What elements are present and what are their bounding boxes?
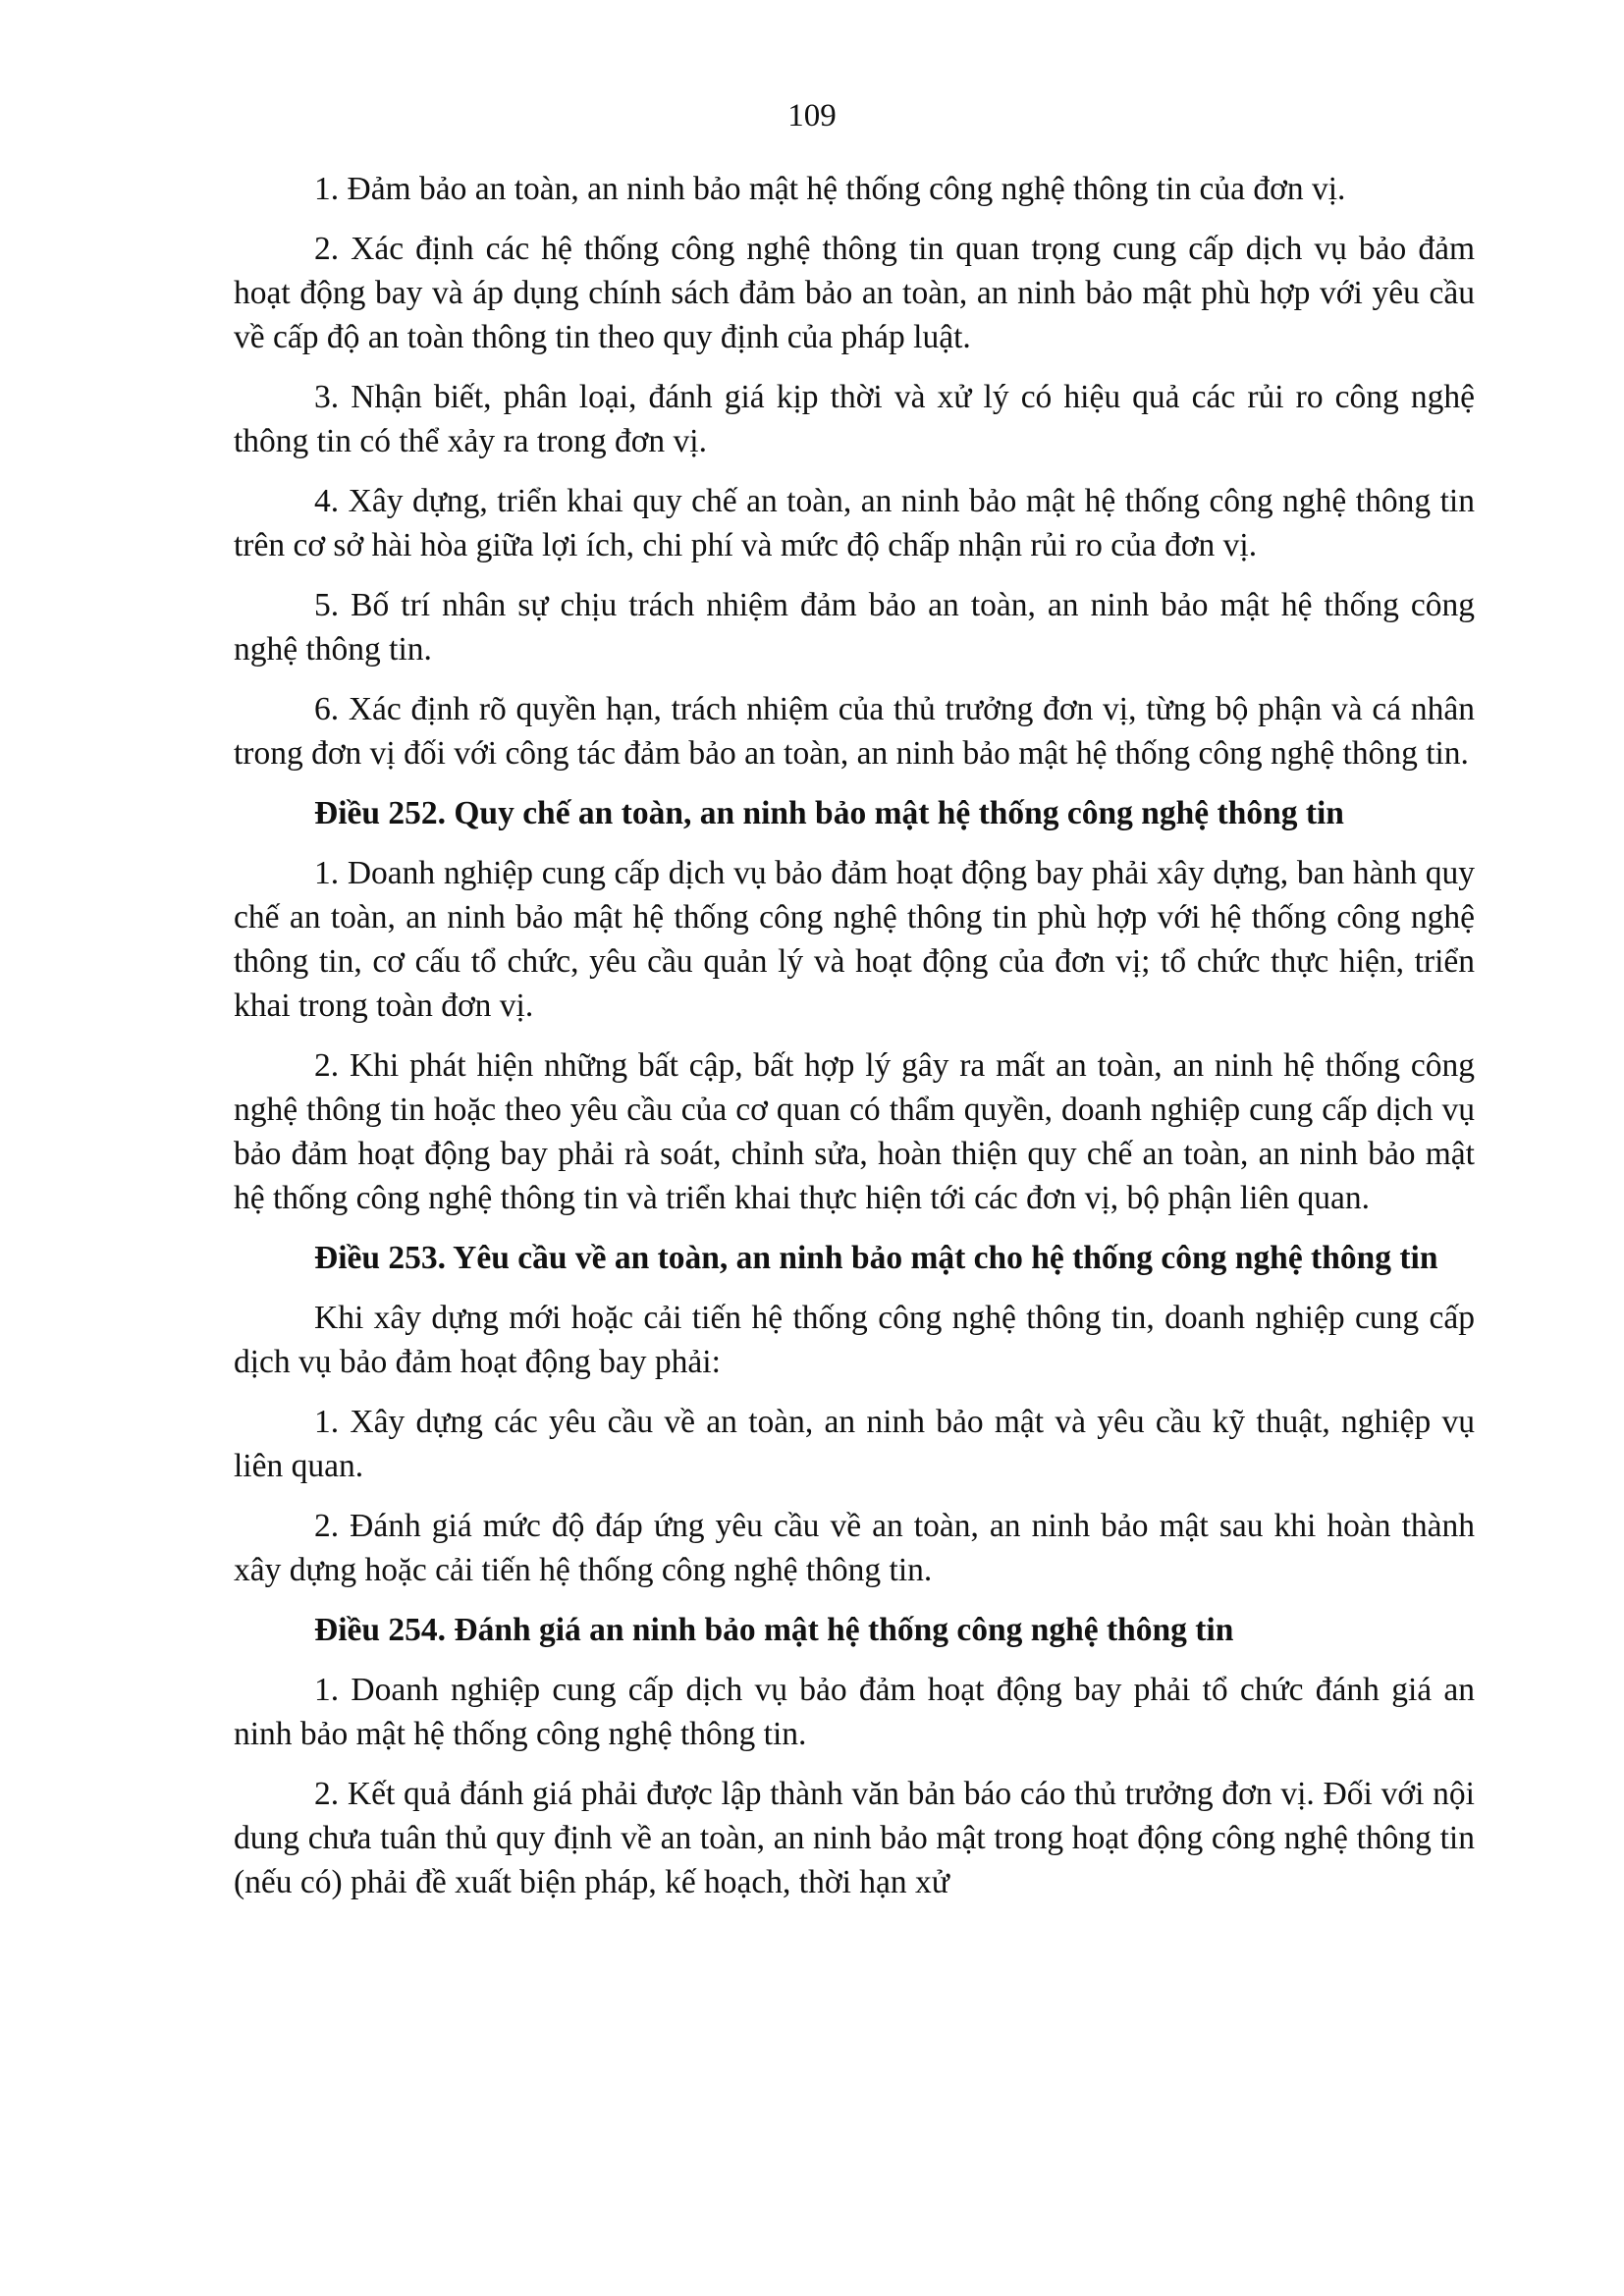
article-254-clause-2: 2. Kết quả đánh giá phải được lập thành văn bản báo cáo thủ trưởng đơn vị. Đối với nội dung chưa tuân thủ quy định về an toàn, an ninh bảo mật trong hoạt động công nghệ thông tin (nếu có) phải đề xuất biện pháp, kế hoạch, thời hạn xử (234, 1776, 1475, 1900)
article-254-heading: Điều 254. Đánh giá an ninh bảo mật hệ thống công nghệ thông tin (314, 1612, 1234, 1648)
article-253-heading: Điều 253. Yêu cầu về an toàn, an ninh bảo mật cho hệ thống công nghệ thông tin (314, 1240, 1438, 1276)
article-252-clause-2: 2. Khi phát hiện những bất cập, bất hợp lý gây ra mất an toàn, an ninh hệ thống công nghệ thông tin hoặc theo yêu cầu của cơ quan có thẩm quyền, doanh nghiệp cung cấp dịch vụ bảo đảm hoạt động bay phải rà soát, chỉnh sửa, hoàn thiện quy chế an toàn, an ninh bảo mật hệ thống công nghệ thông tin và triển khai thực hiện tới các đơn vị, bộ phận liên quan. (234, 1047, 1475, 1216)
paragraph-item-2: 2. Xác định các hệ thống công nghệ thông tin quan trọng cung cấp dịch vụ bảo đảm hoạt động bay và áp dụng chính sách đảm bảo an toàn, an ninh bảo mật phù hợp với yêu cầu về cấp độ an toàn thông tin theo quy định của pháp luật. (234, 231, 1475, 355)
article-253-clause-1: 1. Xây dựng các yêu cầu về an toàn, an ninh bảo mật và yêu cầu kỹ thuật, nghiệp vụ liên quan. (234, 1404, 1475, 1484)
paragraph-item-6: 6. Xác định rõ quyền hạn, trách nhiệm của thủ trưởng đơn vị, từng bộ phận và cá nhân trong đơn vị đối với công tác đảm bảo an toàn, an ninh bảo mật hệ thống công nghệ thông tin. (234, 691, 1475, 772)
page-number: 109 (787, 98, 837, 133)
paragraph-item-1: 1. Đảm bảo an toàn, an ninh bảo mật hệ thống công nghệ thông tin của đơn vị. (314, 171, 1346, 207)
paragraph-item-3: 3. Nhận biết, phân loại, đánh giá kịp thời và xử lý có hiệu quả các rủi ro công nghệ thông tin có thể xảy ra trong đơn vị. (234, 379, 1475, 459)
article-252-clause-1: 1. Doanh nghiệp cung cấp dịch vụ bảo đảm hoạt động bay phải xây dựng, ban hành quy chế an toàn, an ninh bảo mật hệ thống công nghệ thông tin phù hợp với hệ thống công nghệ thông tin, cơ cấu tổ chức, yêu cầu quản lý và hoạt động của đơn vị; tổ chức thực hiện, triển khai trong toàn đơn vị. (234, 855, 1475, 1024)
article-252-heading: Điều 252. Quy chế an toàn, an ninh bảo mật hệ thống công nghệ thông tin (314, 795, 1344, 831)
paragraph-item-4: 4. Xây dựng, triển khai quy chế an toàn, an ninh bảo mật hệ thống công nghệ thông tin trên cơ sở hài hòa giữa lợi ích, chi phí và mức độ chấp nhận rủi ro của đơn vị. (234, 483, 1475, 563)
article-253-clause-2: 2. Đánh giá mức độ đáp ứng yêu cầu về an toàn, an ninh bảo mật sau khi hoàn thành xây dựng hoặc cải tiến hệ thống công nghệ thông tin. (234, 1508, 1475, 1588)
paragraph-item-5: 5. Bố trí nhân sự chịu trách nhiệm đảm bảo an toàn, an ninh bảo mật hệ thống công nghệ thông tin. (234, 587, 1475, 667)
document-body (234, 167, 1475, 1920)
article-254-clause-1: 1. Doanh nghiệp cung cấp dịch vụ bảo đảm hoạt động bay phải tổ chức đánh giá an ninh bảo mật hệ thống công nghệ thông tin. (234, 1672, 1475, 1752)
article-253-intro: Khi xây dựng mới hoặc cải tiến hệ thống công nghệ thông tin, doanh nghiệp cung cấp dịch vụ bảo đảm hoạt động bay phải: (234, 1300, 1475, 1380)
